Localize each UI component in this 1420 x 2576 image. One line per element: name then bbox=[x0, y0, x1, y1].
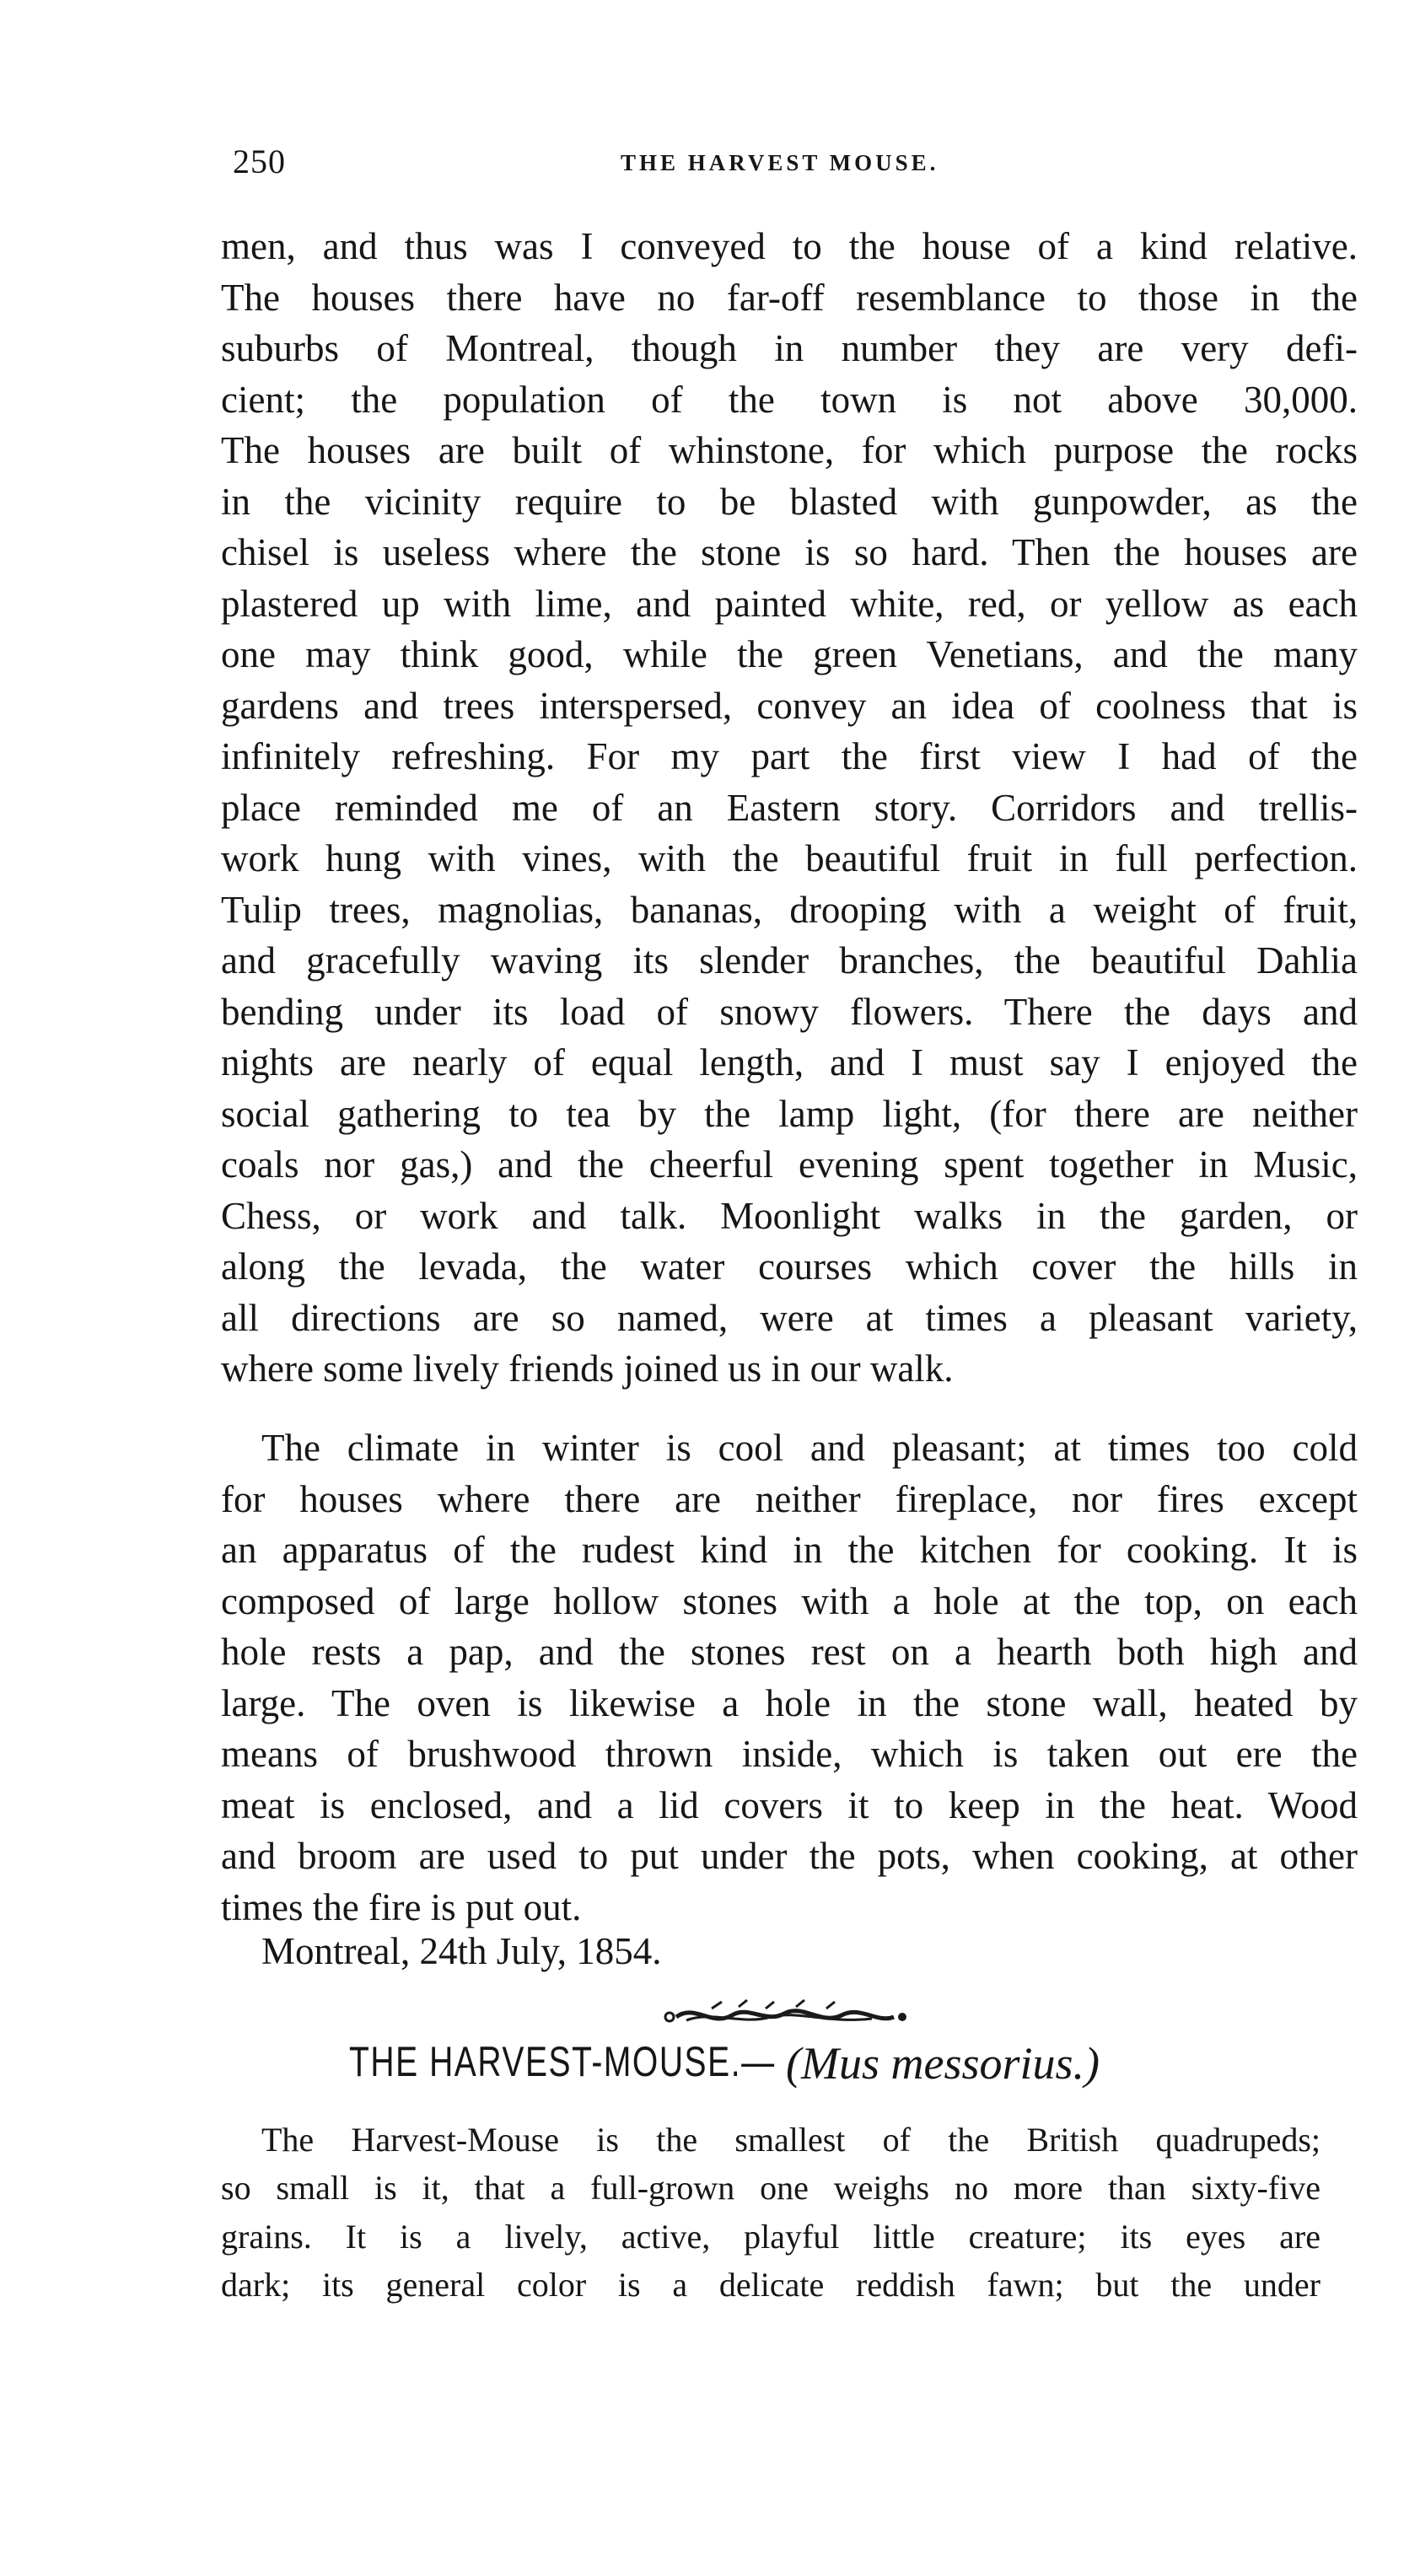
harvest-mouse-paragraph bbox=[221, 2116, 1320, 2309]
text-line: means of brushwood thrown inside, which is taken out ere the bbox=[221, 1733, 1358, 1775]
text-line: The climate in winter is cool and pleasant; at times too cold bbox=[261, 1427, 1358, 1469]
text-line: infinitely refreshing. For my part the first view I had of the bbox=[221, 735, 1358, 777]
text-line: an apparatus of the rudest kind in the kitchen for cooking. It is bbox=[221, 1529, 1358, 1571]
text-line: gardens and trees interspersed, convey an idea of coolness that is bbox=[221, 684, 1358, 727]
text-line: suburbs of Montreal, though in number they are very defi- bbox=[221, 327, 1358, 369]
text-line: social gathering to tea by the lamp light, (for there are neither bbox=[221, 1092, 1358, 1135]
running-head bbox=[233, 142, 1337, 192]
text-line: plastered up with lime, and painted white, red, or yellow as each bbox=[221, 582, 1358, 625]
page-number: 250 bbox=[233, 143, 286, 180]
paragraph-continued bbox=[221, 221, 1358, 1395]
ornament-divider bbox=[661, 1995, 911, 2032]
text-line: The houses are built of whinstone, for which purpose the rocks bbox=[221, 429, 1358, 471]
signature-dateline: Montreal, 24th July, 1854. bbox=[261, 1930, 662, 1972]
text-line: where some lively friends joined us in our walk. bbox=[221, 1347, 954, 1390]
text-line: composed of large hollow stones with a hole at the top, on each bbox=[221, 1579, 1358, 1622]
text-line: chisel is useless where the stone is so hard. Then the houses are bbox=[221, 531, 1358, 573]
text-line: and gracefully waving its slender branches, the beautiful Dahlia bbox=[221, 939, 1358, 981]
text-line: all directions are so named, were at times a pleasant variety, bbox=[221, 1296, 1358, 1339]
text-line: in the vicinity require to be blasted with gunpowder, as the bbox=[221, 480, 1358, 523]
running-title: THE HARVEST MOUSE. bbox=[621, 150, 939, 175]
text-line: along the levada, the water courses which cover the hills in bbox=[221, 1245, 1358, 1288]
text-line: and broom are used to put under the pots, when cooking, at other bbox=[221, 1835, 1358, 1877]
section-heading bbox=[349, 2037, 1100, 2105]
text-line: Tulip trees, magnolias, bananas, drooping with a weight of fruit, bbox=[221, 888, 1358, 931]
text-line: nights are nearly of equal length, and I must say I enjoyed the bbox=[221, 1041, 1358, 1084]
text-line: meat is enclosed, and a lid covers it to keep in the heat. Wood bbox=[221, 1783, 1358, 1826]
text-line: The Harvest-Mouse is the smallest of the British quadrupeds; bbox=[261, 2121, 1320, 2159]
text-line: bending under its load of snowy flowers. There the days and bbox=[221, 990, 1358, 1033]
ornament-icon bbox=[661, 1995, 911, 2032]
text-line: place reminded me of an Eastern story. Corridors and trellis- bbox=[221, 786, 1358, 829]
text-line: for houses where there are neither fireplace, nor fires except bbox=[221, 1477, 1358, 1520]
text-line: grains. It is a lively, active, playful little creature; its eyes are bbox=[221, 2217, 1320, 2256]
text-line: times the fire is put out. bbox=[221, 1885, 582, 1928]
text-line: large. The oven is likewise a hole in the stone wall, heated by bbox=[221, 1681, 1358, 1724]
text-line: work hung with vines, with the beautiful fruit in full perfection. bbox=[221, 837, 1358, 879]
text-line: coals nor gas,) and the cheerful evening spent together in Music, bbox=[221, 1143, 1358, 1186]
text-line: men, and thus was I conveyed to the house of a kind relative. bbox=[221, 225, 1358, 267]
paragraph-climate bbox=[221, 1422, 1358, 1933]
text-line: one may think good, while the green Venetians, and the many bbox=[221, 633, 1358, 675]
text-line: The houses there have no far-off resemblance to those in the bbox=[221, 276, 1358, 319]
section-title: THE HARVEST-MOUSE.— bbox=[349, 2038, 776, 2085]
text-line: hole rests a pap, and the stones rest on a hearth both high and bbox=[221, 1631, 1358, 1673]
text-line: Chess, or work and talk. Moonlight walks in the garden, or bbox=[221, 1194, 1358, 1237]
latin-name: (Mus messorius.) bbox=[786, 2038, 1100, 2089]
text-line: cient; the population of the town is not above 30,000. bbox=[221, 378, 1358, 421]
text-line: dark; its general color is a delicate reddish fawn; but the under bbox=[221, 2265, 1320, 2304]
text-line: so small is it, that a full-grown one weighs no more than sixty-five bbox=[221, 2169, 1320, 2208]
